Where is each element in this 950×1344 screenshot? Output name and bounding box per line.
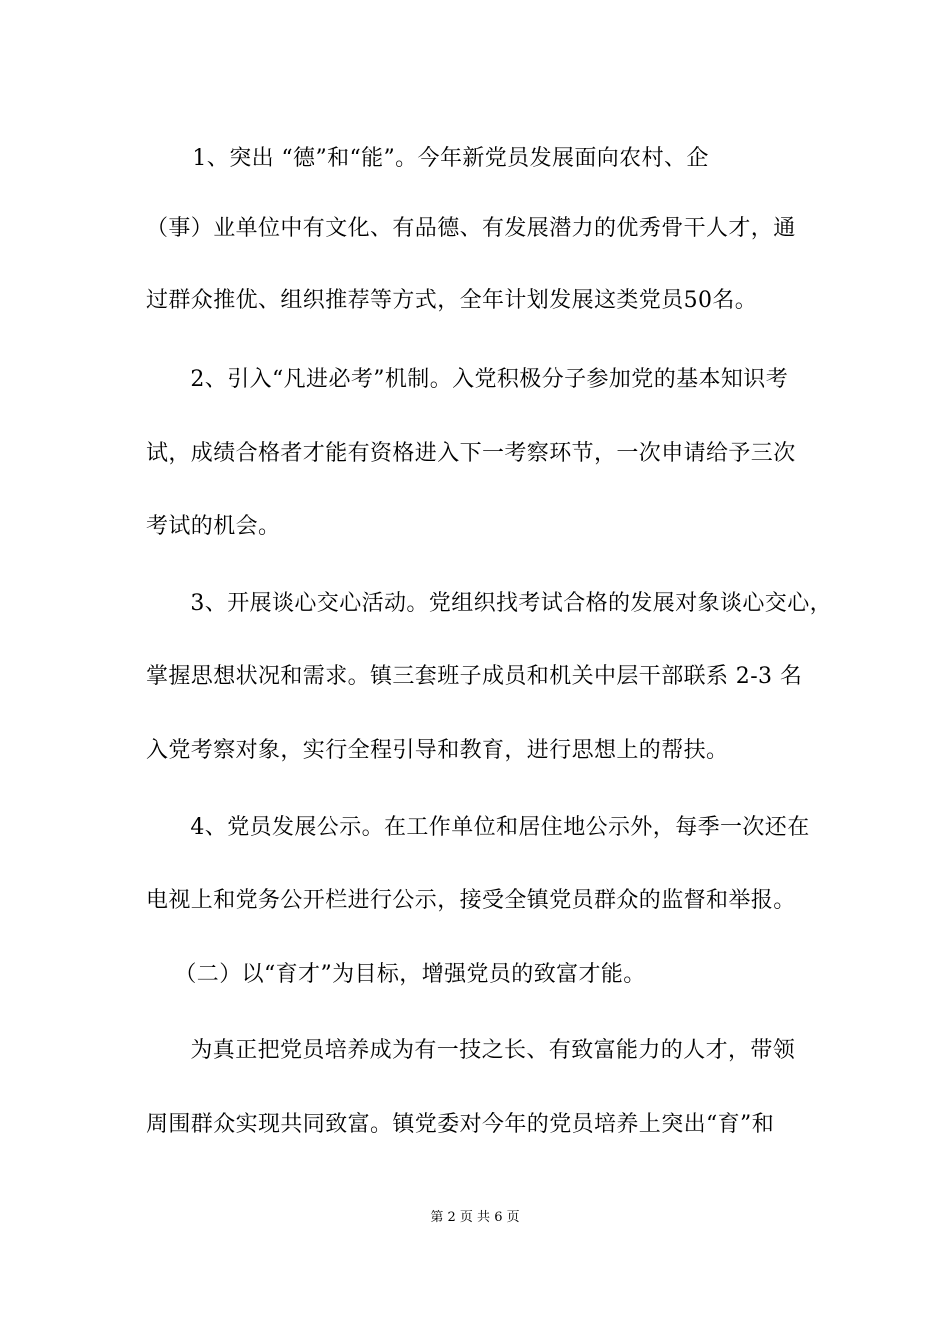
- page-number-footer: 第 2 页 共 6 页: [430, 1210, 520, 1225]
- paragraph-line: 1、突出 “德”和“能”。今年新党员发展面向农村、企: [170, 146, 709, 171]
- paragraph-line: 电视上和党务公开栏进行公示，接受全镇党员群众的监督和举报。: [146, 888, 796, 913]
- paragraph-line: 过群众推优、组织推荐等方式，全年计划发展这类党员50名。: [146, 288, 758, 313]
- paragraph-line: 试，成绩合格者才能有资格进入下一考察环节，一次申请给予三次: [146, 441, 796, 466]
- section-heading: （二）以“育才”为目标，增强党员的致富才能。: [163, 962, 646, 987]
- paragraph-line: 为真正把党员培养成为有一技之长、有致富能力的人才，带领: [168, 1038, 796, 1063]
- paragraph-line: 2、引入“凡进必考”机制。入党积极分子参加党的基本知识考: [168, 367, 789, 392]
- paragraph-line: 考试的机会。: [146, 514, 281, 539]
- paragraph-line: （事）业单位中有文化、有品德、有发展潜力的优秀骨干人才，通: [146, 216, 796, 241]
- paragraph-line: 周围群众实现共同致富。镇党委对今年的党员培养上突出“育”和: [146, 1112, 775, 1137]
- paragraph-line: 入党考察对象，实行全程引导和教育，进行思想上的帮扶。: [146, 738, 729, 763]
- paragraph-line: 掌握思想状况和需求。镇三套班子成员和机关中层干部联系 2-3 名: [146, 664, 803, 689]
- paragraph-line: 3、开展谈心交心活动。党组织找考试合格的发展对象谈心交心，: [168, 591, 832, 616]
- paragraph-line: 4、党员发展公示。在工作单位和居住地公示外，每季一次还在: [168, 815, 810, 840]
